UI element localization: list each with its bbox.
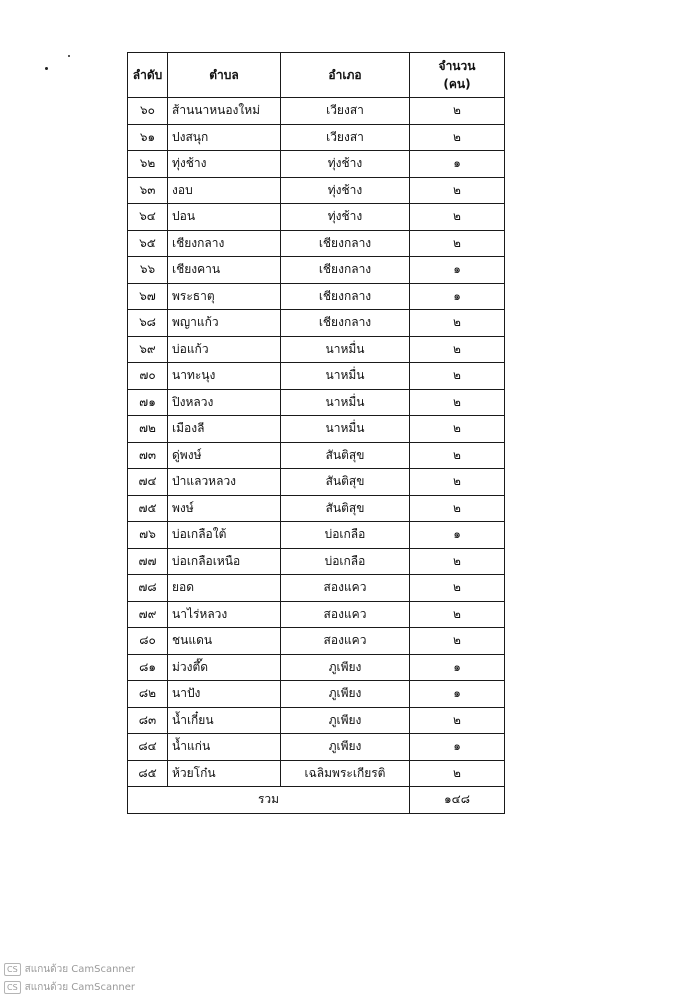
col-header-district: อำเภอ bbox=[281, 53, 410, 98]
row-count: ๒ bbox=[410, 336, 505, 363]
table-row bbox=[128, 151, 505, 178]
row-count: ๒ bbox=[410, 177, 505, 204]
table-row bbox=[128, 548, 505, 575]
row-no: ๗๕ bbox=[128, 495, 168, 522]
row-subdistrict: ยอด bbox=[168, 575, 281, 602]
row-subdistrict: นาไร่หลวง bbox=[168, 601, 281, 628]
row-count: ๒ bbox=[410, 98, 505, 125]
table-row bbox=[128, 575, 505, 602]
table-row bbox=[128, 628, 505, 655]
row-district: นาหมื่น bbox=[281, 336, 410, 363]
total-label: รวม bbox=[128, 787, 410, 814]
row-district: ทุ่งช้าง bbox=[281, 204, 410, 231]
row-count: ๒ bbox=[410, 495, 505, 522]
row-subdistrict: พญาแก้ว bbox=[168, 310, 281, 337]
row-subdistrict: เชียงกลาง bbox=[168, 230, 281, 257]
table-row bbox=[128, 760, 505, 787]
row-district: สองแคว bbox=[281, 575, 410, 602]
table-row bbox=[128, 495, 505, 522]
row-subdistrict: พงษ์ bbox=[168, 495, 281, 522]
row-no: ๗๘ bbox=[128, 575, 168, 602]
row-count: ๒ bbox=[410, 707, 505, 734]
row-no: ๗๔ bbox=[128, 469, 168, 496]
row-district: นาหมื่น bbox=[281, 363, 410, 390]
row-district: ทุ่งช้าง bbox=[281, 177, 410, 204]
scan-speck bbox=[45, 67, 48, 70]
table-header-row bbox=[128, 53, 505, 98]
row-count: ๒ bbox=[410, 575, 505, 602]
row-district: เชียงกลาง bbox=[281, 230, 410, 257]
table-row bbox=[128, 416, 505, 443]
row-district: ภูเพียง bbox=[281, 707, 410, 734]
row-subdistrict: ปิงหลวง bbox=[168, 389, 281, 416]
row-subdistrict: ปอน bbox=[168, 204, 281, 231]
row-subdistrict: เชียงคาน bbox=[168, 257, 281, 284]
table-row bbox=[128, 654, 505, 681]
row-count: ๒ bbox=[410, 760, 505, 787]
row-district: สองแคว bbox=[281, 601, 410, 628]
row-count: ๑ bbox=[410, 257, 505, 284]
row-no: ๘๔ bbox=[128, 734, 168, 761]
table-row bbox=[128, 734, 505, 761]
watermark-line-1 bbox=[4, 962, 135, 977]
row-district: เชียงกลาง bbox=[281, 257, 410, 284]
row-subdistrict: ชนแดน bbox=[168, 628, 281, 655]
row-district: เวียงสา bbox=[281, 98, 410, 125]
row-count: ๑ bbox=[410, 681, 505, 708]
row-subdistrict: ปงสนุก bbox=[168, 124, 281, 151]
table-row bbox=[128, 336, 505, 363]
row-count: ๒ bbox=[410, 363, 505, 390]
row-count: ๒ bbox=[410, 389, 505, 416]
row-subdistrict: บ่อเกลือใต้ bbox=[168, 522, 281, 549]
table-row bbox=[128, 389, 505, 416]
row-count: ๒ bbox=[410, 310, 505, 337]
row-no: ๖๐ bbox=[128, 98, 168, 125]
row-subdistrict: ทุ่งช้าง bbox=[168, 151, 281, 178]
row-subdistrict: ส้านนาหนองใหม่ bbox=[168, 98, 281, 125]
row-no: ๘๕ bbox=[128, 760, 168, 787]
row-no: ๗๐ bbox=[128, 363, 168, 390]
row-count: ๒ bbox=[410, 601, 505, 628]
row-no: ๘๒ bbox=[128, 681, 168, 708]
row-district: ทุ่งช้าง bbox=[281, 151, 410, 178]
row-no: ๖๑ bbox=[128, 124, 168, 151]
row-no: ๖๗ bbox=[128, 283, 168, 310]
row-district: สันติสุข bbox=[281, 495, 410, 522]
row-no: ๖๕ bbox=[128, 230, 168, 257]
row-district: เฉลิมพระเกียรติ bbox=[281, 760, 410, 787]
row-district: สันติสุข bbox=[281, 442, 410, 469]
table-row bbox=[128, 98, 505, 125]
row-no: ๘๓ bbox=[128, 707, 168, 734]
summary-table bbox=[127, 52, 505, 814]
table-row bbox=[128, 707, 505, 734]
table-row bbox=[128, 601, 505, 628]
table-row bbox=[128, 257, 505, 284]
table-row bbox=[128, 230, 505, 257]
row-no: ๘๑ bbox=[128, 654, 168, 681]
row-subdistrict: ห้วยโก๋น bbox=[168, 760, 281, 787]
watermark-text-2: สแกนด้วย CamScanner bbox=[24, 982, 136, 993]
table-row bbox=[128, 310, 505, 337]
row-no: ๗๑ bbox=[128, 389, 168, 416]
row-count: ๑ bbox=[410, 522, 505, 549]
col-header-no: ลำดับ bbox=[128, 53, 168, 98]
row-count: ๑ bbox=[410, 151, 505, 178]
scan-speck bbox=[68, 55, 70, 57]
row-district: ภูเพียง bbox=[281, 681, 410, 708]
table-row bbox=[128, 124, 505, 151]
row-district: เชียงกลาง bbox=[281, 310, 410, 337]
row-no: ๗๖ bbox=[128, 522, 168, 549]
row-district: บ่อเกลือ bbox=[281, 522, 410, 549]
row-subdistrict: พระธาตุ bbox=[168, 283, 281, 310]
row-no: ๘๐ bbox=[128, 628, 168, 655]
row-district: ภูเพียง bbox=[281, 654, 410, 681]
table-row bbox=[128, 204, 505, 231]
row-count: ๒ bbox=[410, 548, 505, 575]
row-subdistrict: นาทะนุง bbox=[168, 363, 281, 390]
row-no: ๖๘ bbox=[128, 310, 168, 337]
row-district: นาหมื่น bbox=[281, 416, 410, 443]
watermark-line-2 bbox=[4, 980, 135, 995]
row-count: ๒ bbox=[410, 204, 505, 231]
col-header-count-line2: (คน) bbox=[443, 77, 471, 91]
row-no: ๖๓ bbox=[128, 177, 168, 204]
row-subdistrict: นาปัง bbox=[168, 681, 281, 708]
row-district: สองแคว bbox=[281, 628, 410, 655]
row-count: ๒ bbox=[410, 124, 505, 151]
watermark-text-1: สแกนด้วย CamScanner bbox=[24, 964, 136, 975]
row-subdistrict: น้ำเกี๋ยน bbox=[168, 707, 281, 734]
row-count: ๒ bbox=[410, 416, 505, 443]
table-row bbox=[128, 283, 505, 310]
row-subdistrict: ป่าแลวหลวง bbox=[168, 469, 281, 496]
row-count: ๑ bbox=[410, 734, 505, 761]
camscanner-logo-icon: CS bbox=[4, 963, 21, 976]
row-district: เวียงสา bbox=[281, 124, 410, 151]
row-count: ๒ bbox=[410, 628, 505, 655]
total-row bbox=[128, 787, 505, 814]
row-subdistrict: งอบ bbox=[168, 177, 281, 204]
row-subdistrict: น้ำแก่น bbox=[168, 734, 281, 761]
row-subdistrict: เมืองลี bbox=[168, 416, 281, 443]
row-no: ๗๗ bbox=[128, 548, 168, 575]
row-district: นาหมื่น bbox=[281, 389, 410, 416]
row-count: ๒ bbox=[410, 469, 505, 496]
col-header-count-line1: จำนวน bbox=[438, 59, 476, 73]
row-district: ภูเพียง bbox=[281, 734, 410, 761]
row-no: ๖๙ bbox=[128, 336, 168, 363]
table-row bbox=[128, 469, 505, 496]
table-row bbox=[128, 442, 505, 469]
row-no: ๗๒ bbox=[128, 416, 168, 443]
row-district: เชียงกลาง bbox=[281, 283, 410, 310]
row-count: ๑ bbox=[410, 283, 505, 310]
row-district: บ่อเกลือ bbox=[281, 548, 410, 575]
row-no: ๗๓ bbox=[128, 442, 168, 469]
row-count: ๒ bbox=[410, 230, 505, 257]
camscanner-logo-icon: CS bbox=[4, 981, 21, 994]
table-row bbox=[128, 522, 505, 549]
row-no: ๖๔ bbox=[128, 204, 168, 231]
row-subdistrict: ม่วงตึ๊ด bbox=[168, 654, 281, 681]
row-no: ๖๖ bbox=[128, 257, 168, 284]
row-no: ๗๙ bbox=[128, 601, 168, 628]
row-no: ๖๒ bbox=[128, 151, 168, 178]
row-subdistrict: ดู่พงษ์ bbox=[168, 442, 281, 469]
total-value: ๑๔๘ bbox=[410, 787, 505, 814]
row-subdistrict: บ่อแก้ว bbox=[168, 336, 281, 363]
table-body bbox=[128, 98, 505, 787]
table-row bbox=[128, 177, 505, 204]
row-subdistrict: บ่อเกลือเหนือ bbox=[168, 548, 281, 575]
col-header-subdistrict: ตำบล bbox=[168, 53, 281, 98]
col-header-count bbox=[410, 53, 505, 98]
table-row bbox=[128, 681, 505, 708]
table-row bbox=[128, 363, 505, 390]
row-count: ๑ bbox=[410, 654, 505, 681]
row-count: ๒ bbox=[410, 442, 505, 469]
row-district: สันติสุข bbox=[281, 469, 410, 496]
